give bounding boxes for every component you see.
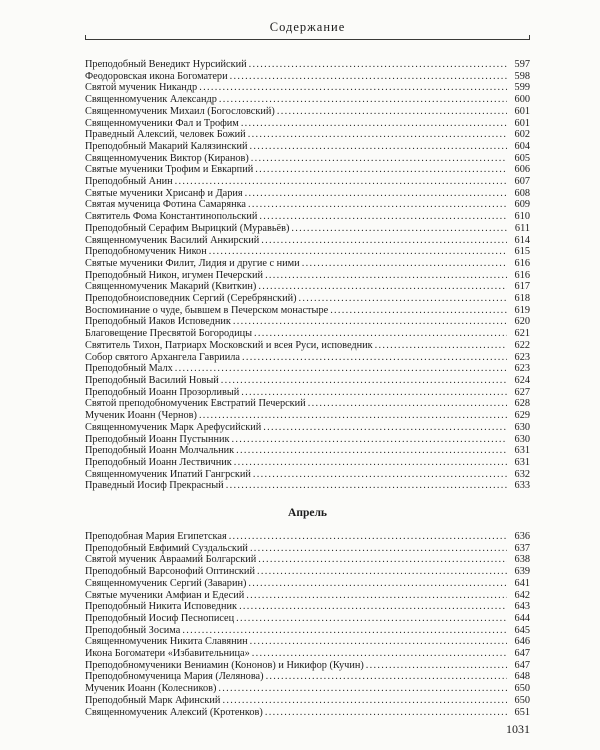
toc-entry bbox=[85, 118, 530, 130]
toc-entry-page: 620 bbox=[514, 316, 530, 328]
toc-entry-title: Преподобный Иоанн Прозорливый bbox=[85, 386, 240, 398]
toc-entry bbox=[85, 543, 530, 555]
dot-leader bbox=[277, 106, 507, 118]
toc-entry-title: Святая мученица Фотина Самарянка bbox=[85, 199, 247, 211]
toc-entry-page: 605 bbox=[514, 152, 530, 164]
toc-entry-page: 615 bbox=[514, 246, 530, 258]
toc-entry bbox=[85, 363, 530, 375]
toc-entry bbox=[85, 164, 530, 176]
toc-entry-page: 643 bbox=[514, 601, 530, 613]
dot-leader bbox=[251, 153, 507, 165]
toc-entry bbox=[85, 410, 530, 422]
toc-entry bbox=[85, 235, 530, 247]
dot-leader bbox=[261, 235, 507, 247]
toc-section-march bbox=[85, 59, 530, 492]
dot-leader bbox=[239, 601, 507, 613]
toc-entry-title: Святые мученики Хрисанф и Дария bbox=[85, 187, 243, 199]
dot-leader bbox=[222, 695, 507, 707]
toc-entry-page: 598 bbox=[514, 70, 530, 82]
dot-leader bbox=[266, 671, 507, 683]
toc-entry-title: Священномученик Алексий (Кротенков) bbox=[85, 706, 263, 718]
toc-entry bbox=[85, 434, 530, 446]
toc-entry-title: Преподобный Иаков Исповедник bbox=[85, 316, 231, 328]
toc-entry-page: 630 bbox=[514, 433, 530, 445]
toc-entry-page: 650 bbox=[514, 694, 530, 706]
toc-entry-page: 608 bbox=[514, 187, 530, 199]
toc-list bbox=[85, 59, 530, 718]
dot-leader bbox=[308, 398, 507, 410]
toc-entry bbox=[85, 129, 530, 141]
toc-entry-page: 631 bbox=[514, 456, 530, 468]
toc-entry-page: 647 bbox=[514, 659, 530, 671]
rule-right-tick bbox=[529, 35, 530, 40]
toc-entry bbox=[85, 601, 530, 613]
dot-leader bbox=[236, 613, 507, 625]
dot-leader bbox=[219, 94, 507, 106]
toc-entry-page: 609 bbox=[514, 199, 530, 211]
dot-leader bbox=[249, 59, 507, 71]
toc-entry-title: Священномученик Ипатий Гангрский bbox=[85, 468, 251, 480]
toc-entry bbox=[85, 153, 530, 165]
toc-entry-title: Святой мученик Авраамий Болгарский bbox=[85, 554, 257, 566]
toc-entry-title: Священномученик Василий Анкирский bbox=[85, 234, 260, 246]
toc-entry-title: Преподобный Варсонофий Оптинский bbox=[85, 566, 255, 578]
toc-entry bbox=[85, 281, 530, 293]
dot-leader bbox=[250, 543, 507, 555]
toc-entry bbox=[85, 695, 530, 707]
toc-entry-page: 622 bbox=[514, 339, 530, 351]
toc-entry-page: 607 bbox=[514, 176, 530, 188]
toc-entry-title: Преподобноисповедник Сергий (Серебрянский) bbox=[85, 293, 297, 305]
dot-leader bbox=[299, 293, 507, 305]
toc-entry-title: Священномученик Михаил (Богословский) bbox=[85, 105, 275, 117]
toc-entry-title: Преподобный Серафим Вырицкий (Муравьёв) bbox=[85, 222, 290, 234]
toc-entry-page: 638 bbox=[514, 554, 530, 566]
dot-leader bbox=[258, 281, 507, 293]
dot-leader bbox=[175, 176, 507, 188]
toc-entry-title: Преподобный Иосиф Песнописец bbox=[85, 612, 235, 624]
dot-leader bbox=[330, 305, 507, 317]
toc-entry-title: Преподобномученик Никон bbox=[85, 246, 207, 258]
toc-entry-title: Священномученик Александр bbox=[85, 94, 217, 106]
section-heading-april: Апрель bbox=[288, 507, 327, 520]
toc-entry bbox=[85, 340, 530, 352]
toc-entry-page: 646 bbox=[514, 636, 530, 648]
dot-leader bbox=[259, 211, 507, 223]
toc-entry bbox=[85, 352, 530, 364]
toc-entry-page: 628 bbox=[514, 398, 530, 410]
toc-entry-title: Воспоминание о чуде, бывшем в Печерском монастыре bbox=[85, 304, 329, 316]
dot-leader bbox=[291, 223, 507, 235]
toc-entry-title: Преподобномученица Мария (Лелянова) bbox=[85, 671, 264, 683]
dot-leader bbox=[248, 578, 507, 590]
toc-entry-page: 624 bbox=[514, 374, 530, 386]
toc-entry-title: Священномученик Виктор (Киранов) bbox=[85, 152, 249, 164]
toc-entry-page: 648 bbox=[514, 671, 530, 683]
dot-leader bbox=[250, 141, 508, 153]
toc-entry-page: 610 bbox=[514, 211, 530, 223]
toc-entry bbox=[85, 398, 530, 410]
toc-entry-title: Святитель Фома Константинопольский bbox=[85, 211, 258, 223]
toc-entry bbox=[85, 223, 530, 235]
rule-left-tick bbox=[85, 35, 86, 40]
toc-section-april bbox=[85, 531, 530, 718]
dot-leader bbox=[265, 707, 507, 719]
toc-entry-page: 604 bbox=[514, 140, 530, 152]
toc-entry-title: Преподобный Зосима bbox=[85, 624, 181, 636]
toc-entry bbox=[85, 636, 530, 648]
toc-entry-title: Святитель Тихон, Патриарх Московский и всея Руси, исповедник bbox=[85, 339, 373, 351]
toc-entry-page: 617 bbox=[514, 281, 530, 293]
toc-entry-page: 614 bbox=[514, 234, 530, 246]
toc-entry-title: Святые мученики Трофим и Евкарпий bbox=[85, 164, 254, 176]
toc-entry-title: Преподобный Василий Новый bbox=[85, 374, 219, 386]
toc-entry-title: Преподобный Венедикт Нурсийский bbox=[85, 59, 247, 70]
toc-entry-title: Преподобномученики Вениамин (Кононов) и Никифор (Кучин) bbox=[85, 659, 364, 671]
toc-entry-title: Преподобный Марк Афинский bbox=[85, 694, 221, 706]
toc-entry-page: 623 bbox=[514, 363, 530, 375]
toc-entry bbox=[85, 188, 530, 200]
dot-leader bbox=[233, 316, 507, 328]
toc-entry-page: 650 bbox=[514, 683, 530, 695]
toc-entry-page: 601 bbox=[514, 105, 530, 117]
toc-entry-page: 601 bbox=[514, 117, 530, 129]
toc-entry-page: 618 bbox=[514, 293, 530, 305]
toc-entry bbox=[85, 578, 530, 590]
toc-entry-page: 642 bbox=[514, 589, 530, 601]
toc-entry bbox=[85, 566, 530, 578]
dot-leader bbox=[199, 410, 507, 422]
dot-leader bbox=[375, 340, 507, 352]
toc-entry-title: Преподобный Евфимий Суздальский bbox=[85, 542, 248, 554]
page-footer bbox=[506, 722, 530, 736]
toc-entry bbox=[85, 316, 530, 328]
dot-leader bbox=[242, 352, 507, 364]
toc-entry-title: Преподобный Никон, игумен Печерский bbox=[85, 269, 264, 281]
toc-entry bbox=[85, 106, 530, 118]
toc-entry-page: 644 bbox=[514, 612, 530, 624]
toc-entry bbox=[85, 211, 530, 223]
toc-entry-page: 651 bbox=[514, 706, 530, 718]
dot-leader bbox=[241, 118, 507, 130]
toc-entry bbox=[85, 293, 530, 305]
toc-entry-title: Праведный Алексий, человек Божий bbox=[85, 129, 246, 141]
toc-entry bbox=[85, 590, 530, 602]
dot-leader bbox=[254, 328, 507, 340]
toc-entry-title: Священномученик Сергий (Заварин) bbox=[85, 577, 247, 589]
dot-leader bbox=[209, 246, 507, 258]
toc-entry bbox=[85, 683, 530, 695]
toc-entry-title: Преподобный Анин bbox=[85, 176, 173, 188]
toc-entry bbox=[85, 328, 530, 340]
toc-entry-title: Икона Богоматери «Избавительница» bbox=[85, 648, 250, 660]
toc-entry bbox=[85, 82, 530, 94]
toc-entry bbox=[85, 246, 530, 258]
toc-entry-page: 616 bbox=[514, 257, 530, 269]
dot-leader bbox=[230, 71, 507, 83]
toc-entry-page: 597 bbox=[514, 59, 530, 70]
toc-entry-page: 645 bbox=[514, 624, 530, 636]
dot-leader bbox=[234, 457, 507, 469]
toc-entry-title: Святой мученик Никандр bbox=[85, 82, 198, 94]
toc-entry bbox=[85, 660, 530, 672]
toc-entry-title: Мученик Иоанн (Чернов) bbox=[85, 410, 197, 422]
toc-entry-page: 602 bbox=[514, 129, 530, 141]
dot-leader bbox=[258, 554, 507, 566]
dot-leader bbox=[265, 270, 507, 282]
toc-entry-page: 631 bbox=[514, 445, 530, 457]
toc-entry-title: Благовещение Пресвятой Богородицы bbox=[85, 328, 253, 340]
dot-leader bbox=[248, 199, 507, 211]
dot-leader bbox=[248, 129, 507, 141]
dot-leader bbox=[252, 648, 507, 660]
toc-entry-page: 633 bbox=[514, 480, 530, 492]
dot-leader bbox=[250, 636, 507, 648]
toc-entry-page: 641 bbox=[514, 577, 530, 589]
toc-entry-page: 600 bbox=[514, 94, 530, 106]
dot-leader bbox=[182, 625, 507, 637]
toc-entry-page: 630 bbox=[514, 421, 530, 433]
toc-entry-page: 636 bbox=[514, 531, 530, 543]
toc-entry bbox=[85, 707, 530, 719]
toc-entry-title: Святой преподобномученик Евстратий Печерский bbox=[85, 398, 306, 410]
toc-entry-title: Святые мученики Филит, Лидия и другие с ними bbox=[85, 257, 300, 269]
toc-entry-page: 606 bbox=[514, 164, 530, 176]
dot-leader bbox=[199, 82, 507, 94]
dot-leader bbox=[257, 566, 507, 578]
toc-entry-title: Праведный Иосиф Прекрасный bbox=[85, 480, 224, 492]
dot-leader bbox=[246, 590, 507, 602]
dot-leader bbox=[218, 683, 507, 695]
toc-entry bbox=[85, 422, 530, 434]
toc-entry-page: 637 bbox=[514, 542, 530, 554]
dot-leader bbox=[226, 480, 507, 492]
dot-leader bbox=[245, 188, 507, 200]
toc-entry bbox=[85, 270, 530, 282]
toc-entry-title: Преподобный Макарий Калязинский bbox=[85, 140, 248, 152]
toc-entry-title: Преподобная Мария Египетская bbox=[85, 531, 227, 543]
page-header bbox=[85, 20, 530, 45]
toc-entry-title: Преподобный Никита Исповедник bbox=[85, 601, 238, 613]
toc-entry-page: 623 bbox=[514, 351, 530, 363]
toc-entry bbox=[85, 445, 530, 457]
header-rule bbox=[85, 39, 530, 45]
dot-leader bbox=[302, 258, 507, 270]
toc-entry bbox=[85, 480, 530, 492]
toc-entry-title: Феодоровская икона Богоматери bbox=[85, 70, 228, 82]
toc-entry-page: 621 bbox=[514, 328, 530, 340]
toc-entry bbox=[85, 625, 530, 637]
toc-entry-title: Преподобный Иоанн Лествичник bbox=[85, 456, 232, 468]
toc-entry-page: 611 bbox=[514, 222, 530, 234]
toc-entry bbox=[85, 613, 530, 625]
toc-entry-title: Святые мученики Амфиан и Едесий bbox=[85, 589, 245, 601]
toc-entry-page: 616 bbox=[514, 269, 530, 281]
dot-leader bbox=[366, 660, 507, 672]
toc-entry bbox=[85, 554, 530, 566]
toc-entry-page: 639 bbox=[514, 566, 530, 578]
toc-entry bbox=[85, 141, 530, 153]
dot-leader bbox=[255, 164, 507, 176]
toc-entry-page: 619 bbox=[514, 304, 530, 316]
dot-leader bbox=[221, 375, 507, 387]
dot-leader bbox=[253, 469, 507, 481]
toc-entry-title: Священномученик Марк Арефусийский bbox=[85, 421, 262, 433]
toc-entry bbox=[85, 176, 530, 188]
toc-entry-title: Преподобный Малх bbox=[85, 363, 173, 375]
toc-entry bbox=[85, 59, 530, 71]
toc-entry bbox=[85, 648, 530, 660]
toc-entry bbox=[85, 199, 530, 211]
toc-entry-title: Преподобный Иоанн Молчальник bbox=[85, 445, 235, 457]
dot-leader bbox=[263, 422, 507, 434]
toc-entry-title: Собор святого Архангела Гавриила bbox=[85, 351, 240, 363]
toc-entry bbox=[85, 469, 530, 481]
dot-leader bbox=[175, 363, 507, 375]
toc-entry-title: Священномученик Никита Славянин bbox=[85, 636, 248, 648]
toc-entry-title: Мученик Иоанн (Колесников) bbox=[85, 683, 217, 695]
dot-leader bbox=[241, 387, 507, 399]
toc-entry bbox=[85, 71, 530, 83]
dot-leader bbox=[236, 445, 507, 457]
toc-entry bbox=[85, 671, 530, 683]
toc-entry bbox=[85, 305, 530, 317]
dot-leader bbox=[229, 531, 507, 543]
toc-entry-title: Преподобный Иоанн Пустынник bbox=[85, 433, 230, 445]
toc-entry-title: Священномученик Макарий (Квиткин) bbox=[85, 281, 257, 293]
toc-entry-page: 647 bbox=[514, 648, 530, 660]
toc-entry-page: 629 bbox=[514, 410, 530, 422]
toc-entry bbox=[85, 457, 530, 469]
toc-entry bbox=[85, 375, 530, 387]
toc-entry bbox=[85, 387, 530, 399]
toc-entry bbox=[85, 531, 530, 543]
toc-entry-title: Священномученики Фал и Трофим bbox=[85, 117, 239, 129]
toc-entry-page: 632 bbox=[514, 468, 530, 480]
page-title: Содержание bbox=[269, 20, 346, 34]
page-number: 1031 bbox=[506, 722, 530, 736]
toc-entry-page: 627 bbox=[514, 386, 530, 398]
dot-leader bbox=[232, 434, 507, 446]
toc-entry bbox=[85, 94, 530, 106]
toc-entry-page: 599 bbox=[514, 82, 530, 94]
toc-entry bbox=[85, 258, 530, 270]
